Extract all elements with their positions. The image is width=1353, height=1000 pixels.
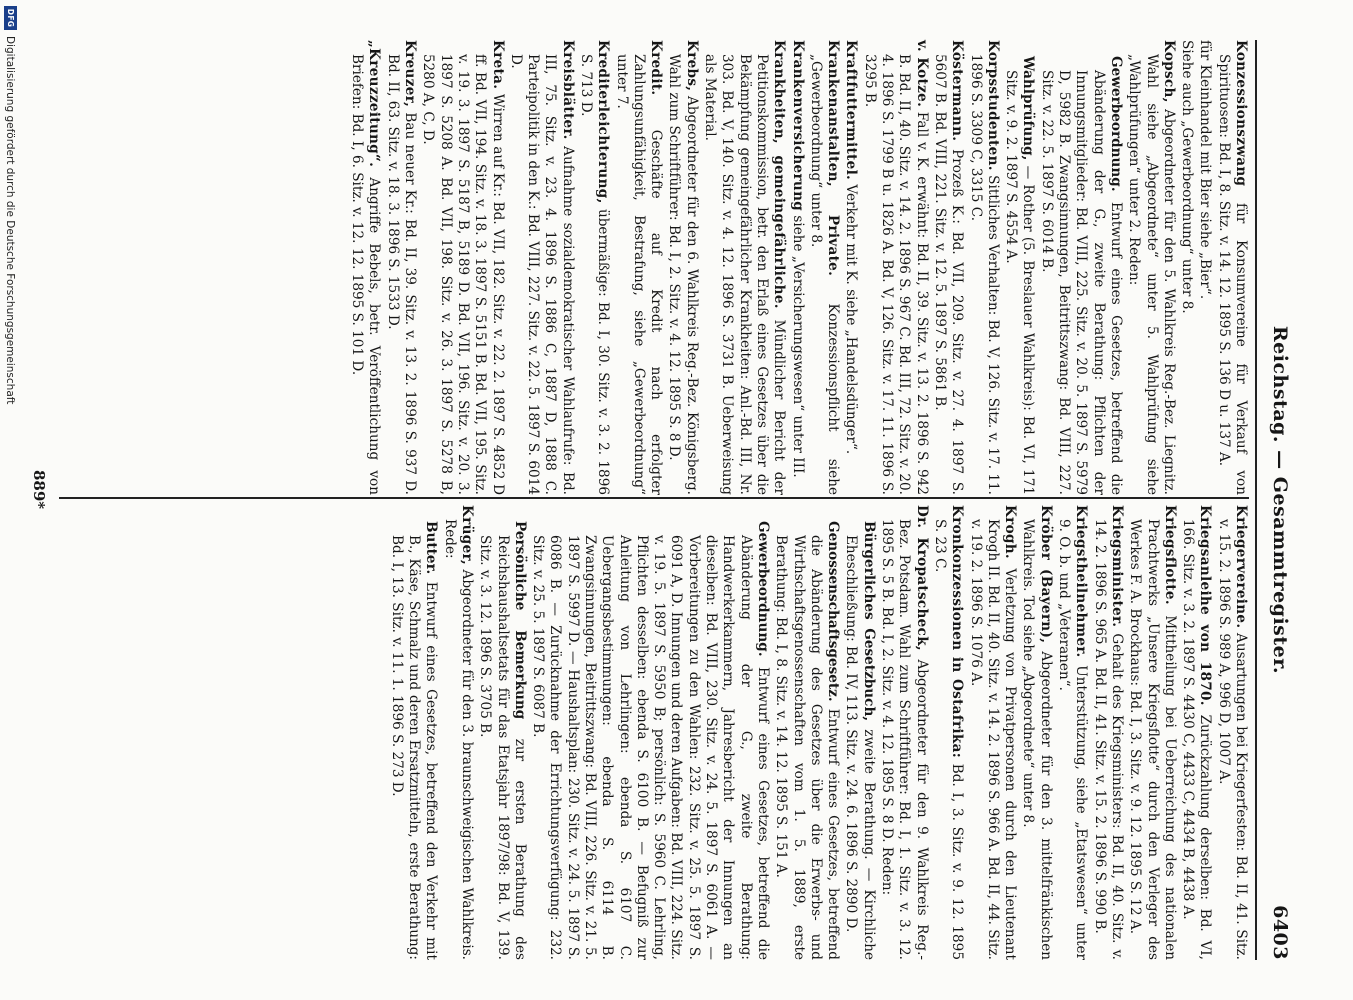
entry-text: Wirren auf Kr.: Bd. VII, 182. Sitz. v. 22. 2. 1897 S. 4852 D ff. Bd. VII, 194. Sitz. v. 18. 3. 1897 S. 5151 B. Bd. VII, 195. Sitz. v. 19. 3. 1897 S. 5187 B, 5189 D. Bd. VII, 196. Sitz. v. 20. 3. 1897 S. 5208 A. Bd. VII, 198. Sitz. v. 26. 3. 1897 S. 5278 B, 5280 A, C, D. bbox=[420, 54, 506, 495]
entry-text: Abgeordneter für den 9. Wahlkreis Reg.-Bez. Potsdam. Wahl zum Schriftführer: Bd. I, 1. Sitz. v. 3. 12. 1895 S. 5 B. Bd. I, 2. Sitz. v. 4. 12. 1895 S. 8 D. Reden: bbox=[879, 519, 930, 960]
register-entry bbox=[788, 40, 805, 495]
entry-text: Mündlicher Bericht der Petitionskommission, betr. den Erlaß eines Gesetzes über die Bekämpfung gemeingefährlicher Krankheiten: Anl.-Bd. III, Nr. 303. Bd. V, 140. Sitz. v. 4. 12. 1896 S. 3731 B. Ueberweisung als Material. bbox=[702, 54, 788, 495]
entry-heading: Kreta. bbox=[489, 40, 506, 90]
register-entry bbox=[966, 505, 1018, 960]
entry-heading: Kröber (Bayern), bbox=[1037, 505, 1054, 644]
entry-heading: Krüger, bbox=[458, 505, 475, 566]
entry-heading: Gewerbeordnung. bbox=[1107, 56, 1124, 192]
entry-text: Abgeordneter für den 6. Wahlkreis Reg.-Bez. Königsberg. Wahl zum Schriftführer: Bd. I, 2. Sitz. v. 4. 12. 1895 S. 8 D. bbox=[666, 54, 700, 495]
entry-heading: Krankenanstalten, Private. bbox=[825, 40, 842, 277]
column-divider bbox=[59, 497, 1249, 499]
entry-heading: „Kreuzzeitung“. bbox=[366, 40, 383, 168]
entry-heading: Kopsch, bbox=[1160, 40, 1177, 103]
header-rule bbox=[1255, 40, 1257, 960]
entry-text: Geschäfte auf Kredit nach erfolgter Zahlungsunfähigkeit, Bestrafung, siehe „Gewerbeordnung“ unter 7. bbox=[613, 54, 665, 495]
register-entry bbox=[842, 40, 859, 495]
register-entry bbox=[1214, 40, 1249, 495]
entry-heading: Krediterleichterung, bbox=[595, 40, 612, 204]
entry-heading: Kriegervereine. bbox=[1233, 505, 1249, 629]
register-entry bbox=[387, 505, 439, 960]
entry-text: zur ersten Berathung des Reichshaushaltsetats für das Etatsjahr 1897/98: Bd. V, 139. Sitz. v. 3. 12. 1896 S. 3705 B. bbox=[477, 535, 528, 960]
entry-text: zweite Berathung. — Kirchliche Eheschließung: Bd. IV, 113. Sitz. v. 24. 6. 1896 S. 2890 D. bbox=[843, 535, 877, 960]
entry-heading: v. Kotze. bbox=[913, 40, 930, 108]
entry-text: Unterstützung, siehe „Etatswesen“ unter 9. O. b. und „Veteranen“. bbox=[1056, 519, 1090, 961]
entry-heading: Persönliche Bemerkung bbox=[511, 521, 528, 720]
credit-text: Digitalisierung gefördert durch die Deutsche Forschungsgemeinschaft bbox=[4, 36, 17, 405]
entry-text: für Konsumvereine für Verkauf von Spirituosen: Bd. I, 8. Sitz. v. 14. 12. 1895 S. 136 D u. 137 A. bbox=[1215, 54, 1249, 495]
entry-text: — Rother (5. Breslauer Wahlkreis): Bd. VI, 171 Sitz. v. 9. 2. 1897 S. 4554 A. bbox=[1003, 70, 1037, 495]
register-entry bbox=[931, 505, 966, 960]
entry-heading: Wahlprüfung, bbox=[1020, 56, 1037, 161]
entry-heading: Krogh. bbox=[1002, 505, 1019, 559]
entry-text: Angriffe Bebels, betr. Veröffentlichung von Briefen: Bd. I, 6. Sitz. v. 12. 12. 1895 S. 101 D. bbox=[349, 54, 383, 495]
register-entry bbox=[507, 40, 576, 495]
entry-text: Ausartungen bei Kriegerfesten: Bd. II, 41. Sitz. v. 15. 2. 1896 S. 989 A, 996 D, 1007 A. bbox=[1215, 519, 1249, 960]
register-entry bbox=[772, 505, 841, 960]
entry-heading: Kriegstheilnehmer. bbox=[1073, 505, 1090, 658]
entry-text: Gehalt des Kriegsministers: Bd. II, 40. Sitz. v. 14. 2. 1896 S. 965 A. Bd. II, 41. Sitz. v. 15. 2. 1896 S. 990 B. bbox=[1091, 519, 1125, 960]
register-entry bbox=[860, 40, 929, 495]
entry-heading: Krankheiten, gemeingefährliche. bbox=[771, 40, 788, 309]
entry-text: Konzessionspflicht siehe „Gewerbeordnung“ unter 8. bbox=[807, 54, 842, 495]
digitization-credit bbox=[4, 6, 17, 404]
entry-heading: Krankenversicherung bbox=[789, 40, 806, 212]
register-entry bbox=[529, 505, 771, 960]
register-entry bbox=[440, 505, 475, 960]
register-entry bbox=[1178, 40, 1195, 495]
entry-text: Zurückzahlung derselben: Bd. VI, 166. Sitz. v. 3. 2. 1897 S. 4430 C, 4433 C, 4434 B, 4438 A. bbox=[1180, 519, 1214, 960]
entry-heading: Kriegsanleihe von 1870. bbox=[1197, 505, 1214, 706]
entry-text: Entwurf eines Gesetzes, betreffend den Verkehr mit B., Käse, Schmalz und deren Ersatzmitteln, erste Berathung: Bd. I, 13. Sitz. v. 11. 1. 1896 S. 273 D. bbox=[388, 535, 440, 960]
entry-text: Sittliches Verhalten: Bd. V, 126. Sitz. v. 17. 11. 1896 S. 3309 C, 3315 C. bbox=[967, 54, 1001, 495]
entry-heading: Korpsstudenten. bbox=[984, 40, 1001, 171]
register-entry bbox=[1179, 505, 1214, 960]
entry-heading: Butter. bbox=[423, 521, 440, 575]
entry-text: Verkehr mit K. siehe „Handelsdünger“. bbox=[843, 184, 860, 455]
register-entry bbox=[966, 40, 1001, 495]
register-entry bbox=[1196, 40, 1213, 495]
entry-text: Bau neuer Kr.: Bd. II, 39. Sitz. v. 13. 2. 1896 S. 937 D. Bd. II, 63. Sitz. v. 18. 3. 1896 S. 1533 D. bbox=[384, 54, 419, 495]
page-header bbox=[1259, 40, 1295, 960]
entry-heading: Kredit. bbox=[648, 40, 665, 96]
entry-text: Fall v. K. erwähnt: Bd. II, 39. Sitz. v. 13. 2. 1896 S. 942 B. Bd. II, 40. Sitz. v. 14. 2. 1896 S. 967 C. Bd. III, 72. Sitz. v. 20. 4. 1896 S. 1799 B u. 1826 A. Bd. V, 126. Sitz. v. 17. 11. 1896 S. 3295 B. bbox=[861, 54, 930, 495]
left-column bbox=[349, 40, 1249, 495]
register-entry bbox=[1055, 505, 1090, 960]
entry-heading: Bürgerliches Gesetzbuch, bbox=[860, 521, 877, 722]
entry-heading: Kronkonzessionen in Ostafrika: bbox=[949, 505, 966, 759]
register-entry bbox=[383, 40, 418, 495]
entry-heading: Kriegsminister. bbox=[1108, 505, 1125, 628]
register-entry bbox=[1125, 40, 1177, 495]
register-entry bbox=[665, 40, 700, 495]
entry-heading: Kreisblätter. bbox=[559, 40, 576, 140]
entry-text: Entwurf eines Gesetzes, betreffend die Abänderung der G., zweite Berathung: Handwerkerkammern, Jahresbericht der Innungen an dieselben: Bd. VIII, 230. Sitz. v. 24. 5. 1897 S. 6061 A. — Vorbereitungen zu den Wahlen: 232. Sitz. v. 25. 5. 1897 S. 6091 A, D. Innungen und deren Aufgaben: Bd. VIII, 224. Sitz. v. 19. 5. 1897 S. 5950 B; persönlich: S. 5960 C. Lehrling, Pflichten desselben: ebenda S. 6100 B. — Befugniß zur Anleitung von Lehrlingen: ebenda S. 6107 C. Uebergangsbestimmungen: ebenda S. 6114 B. Zwangsinnungen, Beitrittszwang: Bd. VIII, 226. Sitz. v. 21. 5. 1897 S. 5997 D. — Haushaltsplan: 230. Sitz. v. 24. 5. 1897 S. 6086 B. — Zurücknahme der Errichtungsverfügung: 232. Sitz. v. 25. 5. 1897 S. 6087 B. bbox=[530, 535, 771, 960]
entry-heading: Genossenschaftsgesetz. bbox=[825, 521, 842, 702]
entry-text: Entwurf eines Gesetzes, betreffend die Abänderung des Gesetzes über die Erwerbs- und Wirthschaftsgenossenschaften vom 1. 5. 1889, erste Berathung: Bd. I, 8. Sitz. v. 14. 12. 1895 S. 151 A. bbox=[773, 535, 842, 961]
entry-heading: Krebs, bbox=[683, 40, 700, 92]
entry-heading: Dr. Kropatscheck, bbox=[913, 505, 930, 651]
register-entry bbox=[1090, 505, 1125, 960]
register-entry bbox=[612, 40, 664, 495]
entry-heading: Kriegsflotte. bbox=[1161, 505, 1178, 605]
entry-text: für Kleinhandel mit Bier siehe „Bier“. bbox=[1197, 40, 1214, 300]
entry-heading: Gewerbeordnung. bbox=[754, 521, 771, 657]
entry-text: Abgeordneter für den 3. braunschweigischen Wahlkreis. Rede: bbox=[441, 519, 475, 960]
register-entry bbox=[348, 40, 383, 495]
signature-mark: 889* bbox=[30, 470, 48, 510]
register-entry bbox=[807, 40, 842, 495]
register-entry bbox=[577, 40, 612, 495]
entry-heading: Kreuzer, bbox=[402, 40, 419, 108]
entry-text: Bd. I, 3. Sitz. v. 9. 12. 1895 S. 23 C. bbox=[931, 519, 966, 960]
entry-heading: Kraftfuttermittel. bbox=[843, 40, 860, 181]
entry-text: Abgeordneter für den 3. mittelfränkischen Wahlkreis. Tod siehe „Abgeordnete“ unter 8. bbox=[1020, 519, 1054, 960]
entry-text: übermäßige: Bd. I, 30. Sitz. v. 3. 2. 1896 S. 713 D. bbox=[578, 54, 612, 495]
entry-text: Verletzung von Privatpersonen durch den Lieutenant Krogh II. Bd. II, 40. Sitz. v. 14. 2. 1896 S. 966 A. Bd. II, 44. Sitz. v. 19. 2. 1896 S. 1076 A. bbox=[967, 519, 1019, 960]
entry-text: Prozeß K.: Bd. VII, 209. Sitz. v. 27. 4. 1897 S. 5607 B. Bd. VIII, 221. Sitz. v. 12. 5. 1897 S. 5861 B. bbox=[931, 54, 966, 495]
register-entry bbox=[1019, 505, 1054, 960]
register-entry bbox=[476, 505, 528, 960]
register-entry bbox=[1002, 40, 1037, 495]
entry-text: Abgeordneter für den 5. Wahlkreis Reg.-Bez. Liegnitz. Wahl siehe „Abgeordnete“ unter 5. Wahlprüfung siehe „Wahlprüfungen“ unter 2. Reden: bbox=[1126, 54, 1177, 495]
entry-text: Siehe auch „Gewerbeordnung“ unter 8. bbox=[1179, 40, 1196, 314]
register-entry bbox=[1037, 40, 1123, 495]
entry-text: Aufnahme sozialdemokratischer Wahlaufrufe: Bd. III, 75. Sitz. v. 23. 4. 1896 S. 1886 C, 1887 D, 1888 C. Parteipolitik in den K.: Bd. VIII, 227. Sitz. v. 22. 5. 1897 S. 6014 D. bbox=[507, 54, 576, 495]
entry-heading: Konzessionszwang bbox=[1233, 40, 1249, 187]
entry-text: Entwurf eines Gesetzes, betreffend die Abänderung der G., zweite Berathung: Pflichten der Innungsmitglieder: Bd. VIII, 225. Sitz. v. 20. 5. 1897 S. 5979 D, 5982 B. Zwangsinnungen, Beitrittszwang: Bd. VIII, 227. Sitz. v. 22. 5. 1897 S. 6014 B. bbox=[1038, 70, 1124, 495]
register-entry bbox=[701, 40, 787, 495]
entry-heading: Köstermann. bbox=[949, 40, 966, 142]
register-entry bbox=[842, 505, 877, 960]
entry-text: siehe „Versicherungswesen“ unter III. bbox=[789, 215, 806, 478]
register-entry bbox=[419, 40, 505, 495]
register-entry bbox=[1214, 505, 1249, 960]
register-entry bbox=[1126, 505, 1178, 960]
register-entry bbox=[931, 40, 966, 495]
page-number: 6403 bbox=[1269, 905, 1291, 960]
page-title: Reichstag. — Gesammtregister. bbox=[1269, 325, 1291, 675]
register-entry bbox=[878, 505, 930, 960]
right-column bbox=[59, 505, 1249, 960]
entry-text: Mittheilung bei Ueberreichung des nationalen Prachtwerks „Unsere Kriegsflotte“ durch den Verleger des Werkes F. A. Brockhaus: Bd. I, 3. Sitz. v. 9. 12. 1895 S. 12 A. bbox=[1127, 519, 1178, 960]
dfg-logo-icon: DFG bbox=[4, 6, 17, 30]
